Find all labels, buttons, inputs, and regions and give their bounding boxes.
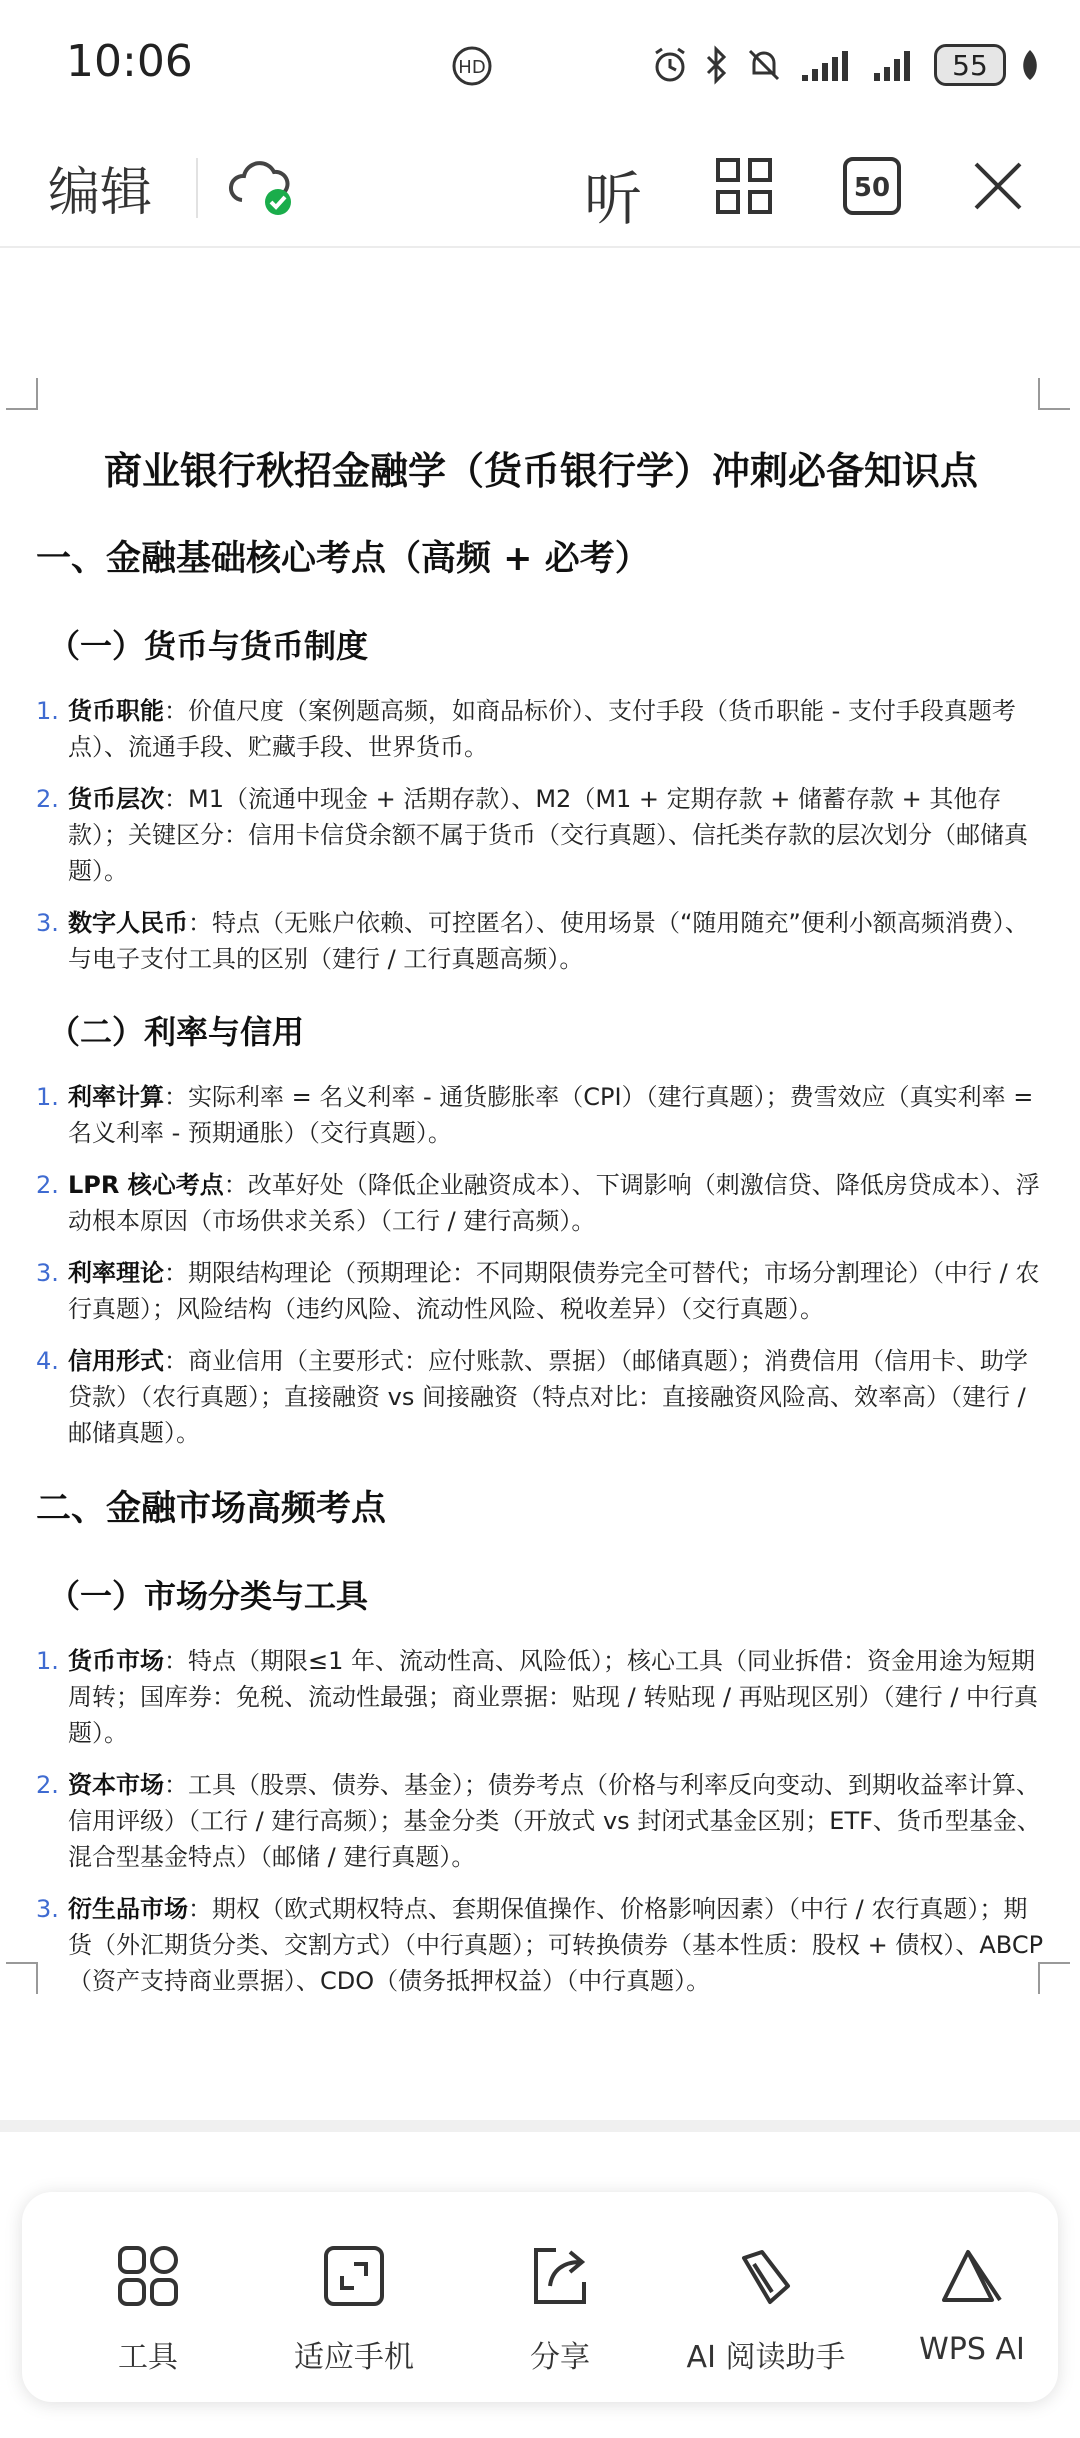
page-corner-mark <box>1038 378 1070 410</box>
ai-reader-button[interactable] <box>666 2192 866 2402</box>
list-text: ：期限结构理论（预期理论：不同期限债券完全可替代；市场分割理论）（中行 / 农行真题）；风险结构（违约风险、流动性风险、税收差异）（交行真题）。 <box>68 1259 1040 1323</box>
list-term: LPR 核心考点 <box>68 1171 224 1199</box>
wps-ai-label: WPS AI <box>919 2332 1025 2367</box>
list-text: ：工具（股票、债券、基金）；债券考点（价格与利率反向变动、到期收益率计算、信用评级）（工行 / 建行高频）；基金分类（开放式 vs 封闭式基金区别；ETF、货币型基金、混合型基金特点）（邮储 / 建行真题）。 <box>68 1771 1041 1871</box>
page-count-icon[interactable] <box>842 156 902 216</box>
list-term: 货币层次 <box>68 785 164 813</box>
fit-screen-button[interactable] <box>254 2192 454 2402</box>
numbered-list <box>36 693 1046 977</box>
wps-ai-icon <box>938 2242 1006 2310</box>
page-corner-mark <box>6 1962 38 1994</box>
list-item <box>36 1643 1046 1751</box>
list-term: 利率计算 <box>68 1083 164 1111</box>
cloud-synced-icon[interactable] <box>226 150 298 222</box>
battery-indicator: 55 <box>934 44 1006 86</box>
numbered-list <box>36 1643 1046 1999</box>
subsection-heading: （一）货币与货币制度 <box>48 627 369 665</box>
hd-call-icon <box>450 44 494 88</box>
bluetooth-icon <box>704 45 730 85</box>
section-heading: 二、金融市场高频考点 <box>36 1489 387 1529</box>
ai-reader-label: AI 阅读助手 <box>686 2340 846 2375</box>
tools-button[interactable] <box>48 2192 248 2402</box>
ai-reader-icon <box>732 2242 800 2310</box>
close-icon[interactable] <box>970 158 1026 214</box>
list-number: 1. <box>36 1083 59 1111</box>
list-term: 衍生品市场 <box>68 1895 188 1923</box>
list-term: 资本市场 <box>68 1771 164 1799</box>
list-text: ：实际利率 = 名义利率 - 通货膨胀率（CPI）（建行真题）；费雪效应（真实利率 = 名义利率 - 预期通胀）（交行真题）。 <box>68 1083 1034 1147</box>
document-toolbar <box>0 130 1080 248</box>
document-body <box>36 440 1046 2029</box>
list-term: 货币职能 <box>68 697 164 725</box>
list-term: 货币市场 <box>68 1647 164 1675</box>
mute-icon <box>744 45 784 85</box>
edit-button[interactable]: 编辑 <box>48 163 153 223</box>
alarm-icon <box>650 45 690 85</box>
fit-screen-icon <box>320 2242 388 2310</box>
list-number: 2. <box>36 1771 59 1799</box>
subsection-heading: （一）市场分类与工具 <box>48 1577 369 1615</box>
list-item <box>36 693 1046 765</box>
list-item <box>36 1167 1046 1239</box>
share-icon <box>526 2242 594 2310</box>
wps-ai-button[interactable] <box>872 2192 1072 2402</box>
tools-icon <box>114 2242 182 2310</box>
list-item <box>36 1255 1046 1327</box>
document-title: 商业银行秋招金融学（货币银行学）冲刺必备知识点 <box>103 449 978 493</box>
list-item <box>36 1079 1046 1151</box>
list-number: 3. <box>36 1259 59 1287</box>
list-number: 1. <box>36 697 59 725</box>
leaf-icon <box>1020 48 1040 82</box>
signal-2-icon <box>872 47 920 83</box>
section-heading: 一、金融基础核心考点（高频 + 必考） <box>36 539 650 579</box>
tools-label: 工具 <box>118 2340 178 2375</box>
list-number: 2. <box>36 1171 59 1199</box>
list-number: 3. <box>36 909 59 937</box>
list-item <box>36 1343 1046 1451</box>
list-item <box>36 1767 1046 1875</box>
list-text: ：M1（流通中现金 + 活期存款）、M2（M1 + 定期存款 + 储蓄存款 + 其他存款）；关键区分：信用卡信贷余额不属于货币（交行真题）、信托类存款的层次划分（邮储真题）。 <box>68 785 1028 885</box>
list-number: 4. <box>36 1347 59 1375</box>
list-term: 信用形式 <box>68 1347 164 1375</box>
subsection-heading: （二）利率与信用 <box>48 1013 305 1051</box>
list-text: ：价值尺度（案例题高频，如商品标价）、支付手段（货币职能 - 支付手段真题考点）、流通手段、贮藏手段、世界货币。 <box>68 697 1016 761</box>
page-count-label: 50 <box>853 173 891 203</box>
bottom-action-panel <box>22 2192 1058 2402</box>
list-term: 利率理论 <box>68 1259 164 1287</box>
list-number: 3. <box>36 1895 59 1923</box>
numbered-list <box>36 1079 1046 1451</box>
list-term: 数字人民币 <box>68 909 188 937</box>
fit-screen-label: 适应手机 <box>294 2340 414 2375</box>
list-text: ：期权（欧式期权特点、套期保值操作、价格影响因素）（中行 / 农行真题）；期货（外汇期货分类、交割方式）（中行真题）；可转换债券（基本性质：股权 + 债权）、ABCP（资产支持商业票据）、CDO（债务抵押权益）（中行真题）。 <box>68 1895 1044 1995</box>
list-text: ：特点（期限≤1 年、流动性高、风险低）；核心工具（同业拆借：资金用途为短期周转；国库券：免税、流动性最强；商业票据：贴现 / 转贴现 / 再贴现区别）（建行 / 中行真题）。 <box>68 1647 1039 1747</box>
list-text: ：商业信用（主要形式：应付账款、票据）（邮储真题）；消费信用（信用卡、助学贷款）（农行真题）；直接融资 vs 间接融资（特点对比：直接融资风险高、效率高）（建行 / 邮储真题）。 <box>68 1347 1028 1447</box>
list-number: 1. <box>36 1647 59 1675</box>
list-item <box>36 905 1046 977</box>
listen-button[interactable]: 听 <box>584 165 643 233</box>
list-item <box>36 781 1046 889</box>
share-button[interactable] <box>460 2192 660 2402</box>
svg-text:HD: HD <box>458 57 486 78</box>
list-number: 2. <box>36 785 59 813</box>
signal-1-icon <box>798 47 858 83</box>
grid-icon[interactable] <box>714 156 774 216</box>
list-text: ：改革好处（降低企业融资成本）、下调影响（刺激信贷、降低房贷成本）、浮动根本原因（市场供求关系）（工行 / 建行高频）。 <box>68 1171 1040 1235</box>
page-separator <box>0 2120 1080 2132</box>
status-bar <box>0 0 1080 130</box>
toolbar-divider <box>196 158 198 218</box>
page-corner-mark <box>6 378 38 410</box>
list-item <box>36 1891 1046 1999</box>
share-label: 分享 <box>530 2340 590 2375</box>
list-text: ：特点（无账户依赖、可控匿名）、使用场景（“随用随充”便利小额高频消费）、与电子支付工具的区别（建行 / 工行真题高频）。 <box>68 909 1029 973</box>
clock: 10:06 <box>66 36 193 87</box>
